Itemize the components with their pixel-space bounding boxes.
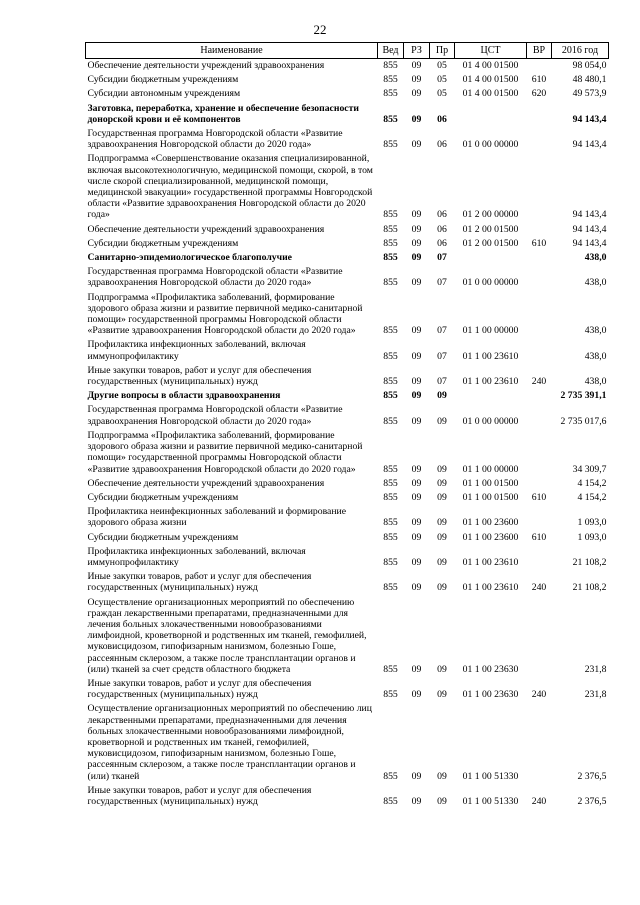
row-vr xyxy=(527,429,552,477)
row-rz: 09 xyxy=(411,795,422,807)
row-rz: 09 xyxy=(411,663,422,675)
row-amount: 34 309,7 xyxy=(572,463,607,475)
row-cst: 01 1 00 51330 xyxy=(462,770,519,782)
row-amount: 2 735 391,1 xyxy=(560,390,607,402)
row-name: Субсидии бюджетным учреждениям xyxy=(87,74,239,86)
page-number: 22 xyxy=(313,22,327,37)
table-row xyxy=(86,531,609,545)
row-cst: 01 0 00 00000 xyxy=(462,277,519,289)
row-amount: 1 093,0 xyxy=(577,517,607,529)
row-amount: 4 154,2 xyxy=(577,477,607,489)
row-ved: 855 xyxy=(383,88,398,100)
row-ved: 855 xyxy=(383,277,398,289)
row-name: Государственная программа Новгородской области «Развитие здравоохранения Новгородской области до 2020 года» xyxy=(87,266,343,289)
row-ved: 855 xyxy=(383,517,398,529)
row-amount: 231,8 xyxy=(584,689,607,701)
row-pr: 06 xyxy=(437,139,447,151)
row-rz: 09 xyxy=(411,209,422,221)
row-vr: 240 xyxy=(531,582,547,594)
row-rz: 09 xyxy=(411,770,422,782)
row-ved: 855 xyxy=(383,795,398,807)
row-cst: 01 1 00 01500 xyxy=(462,491,519,503)
table-row xyxy=(86,477,609,491)
row-cst: 01 1 00 23630 xyxy=(462,663,519,675)
row-ved: 855 xyxy=(383,663,398,675)
row-vr: 610 xyxy=(531,531,547,543)
row-ved: 855 xyxy=(383,390,398,402)
row-name: Государственная программа Новгородской области «Развитие здравоохранения Новгородской области до 2020 года» xyxy=(87,404,343,427)
table-row xyxy=(86,545,609,570)
row-ved: 855 xyxy=(383,209,398,221)
table-row xyxy=(86,59,609,74)
row-cst: 01 1 00 00000 xyxy=(462,325,519,337)
row-cst: 01 1 00 23610 xyxy=(462,350,519,362)
row-cst: 01 1 00 23610 xyxy=(462,556,519,568)
row-rz: 09 xyxy=(411,491,422,503)
row-name: Обеспечение деятельности учреждений здравоохранения xyxy=(87,477,325,489)
row-pr: 07 xyxy=(437,376,447,388)
row-pr: 09 xyxy=(437,415,447,427)
table-row xyxy=(86,364,609,389)
row-rz: 09 xyxy=(411,517,422,529)
row-ved: 855 xyxy=(383,477,398,489)
row-vr xyxy=(527,152,552,222)
table-row xyxy=(86,429,609,477)
row-amount: 2 376,5 xyxy=(577,795,607,807)
row-rz: 09 xyxy=(411,390,422,402)
row-amount: 438,0 xyxy=(584,252,607,264)
row-pr: 09 xyxy=(437,477,447,489)
table-row xyxy=(86,127,609,152)
row-name: Профилактика инфекционных заболеваний, включая иммунопрофилактику xyxy=(87,339,306,362)
row-cst: 01 4 00 01500 xyxy=(462,60,519,71)
table-row xyxy=(86,403,609,428)
row-amount: 94 143,4 xyxy=(572,237,607,249)
row-rz: 09 xyxy=(411,252,422,264)
table-row xyxy=(86,702,609,783)
row-amount: 4 154,2 xyxy=(577,491,607,503)
row-rz: 09 xyxy=(411,60,422,71)
row-name: Профилактика инфекционных заболеваний, включая иммунопрофилактику xyxy=(87,545,306,568)
header-vr: ВР xyxy=(527,43,552,59)
budget-table xyxy=(85,42,609,809)
row-vr xyxy=(527,389,552,403)
row-cst: 01 0 00 00000 xyxy=(462,415,519,427)
row-vr xyxy=(527,291,552,339)
row-vr: 610 xyxy=(531,237,547,249)
row-cst: 01 1 00 23600 xyxy=(462,517,519,529)
row-pr: 06 xyxy=(437,223,447,235)
row-amount: 438,0 xyxy=(584,350,607,362)
row-pr: 06 xyxy=(437,113,447,125)
row-pr: 07 xyxy=(437,325,447,337)
row-name: Заготовка, переработка, хранение и обеспечение безопасности донорской крови и её компонентов xyxy=(87,102,359,125)
row-cst: 01 1 00 23610 xyxy=(462,582,519,594)
row-pr: 07 xyxy=(437,252,447,264)
row-amount: 94 143,4 xyxy=(572,223,607,235)
row-pr: 07 xyxy=(437,277,447,289)
row-cst: 01 1 00 01500 xyxy=(462,477,519,489)
row-vr xyxy=(527,596,552,677)
row-ved: 855 xyxy=(383,350,398,362)
header-pr: Пр xyxy=(430,43,455,59)
table-row xyxy=(86,291,609,339)
row-rz: 09 xyxy=(411,223,422,235)
row-name: Подпрограмма «Профилактика заболеваний, формирование здорового образа жизни и развитие первичной медико-санитарной помощи» государственной программы Новгородской области «Развитие здравоохранения Новгородской области до 2020 года» xyxy=(87,429,363,475)
row-ved: 855 xyxy=(383,415,398,427)
row-cst: 01 1 00 23600 xyxy=(462,531,519,543)
row-name: Субсидии бюджетным учреждениям xyxy=(87,237,239,249)
row-pr: 05 xyxy=(437,88,447,100)
row-cst: 01 2 00 00000 xyxy=(462,209,519,221)
row-amount: 48 480,1 xyxy=(572,74,607,86)
table-row xyxy=(86,87,609,101)
row-rz: 09 xyxy=(411,582,422,594)
row-pr: 09 xyxy=(437,663,447,675)
row-cst: 01 1 00 23610 xyxy=(462,376,519,388)
row-rz: 09 xyxy=(411,325,422,337)
row-amount: 94 143,4 xyxy=(572,139,607,151)
row-pr: 09 xyxy=(437,463,447,475)
row-ved: 855 xyxy=(383,113,398,125)
row-vr xyxy=(527,59,552,74)
row-vr xyxy=(527,477,552,491)
row-cst: 01 2 00 01500 xyxy=(462,223,519,235)
row-cst xyxy=(455,389,527,403)
row-pr: 06 xyxy=(437,209,447,221)
row-pr: 09 xyxy=(437,582,447,594)
row-pr: 05 xyxy=(437,74,447,86)
row-pr: 09 xyxy=(437,531,447,543)
row-rz: 09 xyxy=(411,556,422,568)
row-rz: 09 xyxy=(411,376,422,388)
table-row xyxy=(86,505,609,530)
table-row xyxy=(86,265,609,290)
row-ved: 855 xyxy=(383,556,398,568)
row-amount: 94 143,4 xyxy=(572,113,607,125)
row-pr: 09 xyxy=(437,491,447,503)
row-ved: 855 xyxy=(383,223,398,235)
row-cst: 01 1 00 51330 xyxy=(462,795,519,807)
header-ved: Вед xyxy=(378,43,404,59)
row-name: Другие вопросы в области здравоохранения xyxy=(87,390,281,402)
row-amount: 438,0 xyxy=(584,325,607,337)
row-ved: 855 xyxy=(383,237,398,249)
row-cst xyxy=(455,102,527,127)
row-vr: 610 xyxy=(531,491,547,503)
row-rz: 09 xyxy=(411,350,422,362)
table-row xyxy=(86,491,609,505)
row-rz: 09 xyxy=(411,415,422,427)
row-rz: 09 xyxy=(411,531,422,543)
row-vr xyxy=(527,403,552,428)
row-rz: 09 xyxy=(411,74,422,86)
header-year: 2016 год xyxy=(552,43,609,59)
row-vr: 620 xyxy=(531,88,547,100)
row-cst: 01 1 00 00000 xyxy=(462,463,519,475)
row-rz: 09 xyxy=(411,277,422,289)
table-row xyxy=(86,251,609,265)
row-cst: 01 2 00 01500 xyxy=(462,237,519,249)
header-name: Наименование xyxy=(86,43,378,59)
row-amount: 438,0 xyxy=(584,376,607,388)
header-cst: ЦСТ xyxy=(455,43,527,59)
table-row xyxy=(86,152,609,222)
row-pr: 09 xyxy=(437,517,447,529)
table-row xyxy=(86,338,609,363)
row-cst: 01 4 00 01500 xyxy=(462,88,519,100)
row-pr: 06 xyxy=(437,237,447,249)
row-amount: 21 108,2 xyxy=(572,556,607,568)
row-vr: 240 xyxy=(531,795,547,807)
row-vr: 240 xyxy=(531,376,547,388)
row-cst xyxy=(455,251,527,265)
row-name: Профилактика неинфекционных заболеваний и формирование здорового образа жизни xyxy=(87,506,347,529)
row-ved: 855 xyxy=(383,770,398,782)
table-row xyxy=(86,102,609,127)
row-rz: 09 xyxy=(411,237,422,249)
row-cst: 01 1 00 23630 xyxy=(462,689,519,701)
table-row xyxy=(86,223,609,237)
row-amount: 98 054,0 xyxy=(572,60,607,71)
row-ved: 855 xyxy=(383,463,398,475)
table-row xyxy=(86,73,609,87)
row-vr xyxy=(527,223,552,237)
row-pr: 07 xyxy=(437,350,447,362)
row-pr: 05 xyxy=(437,60,447,71)
row-name: Санитарно-эпидемиологическое благополучие xyxy=(87,252,292,264)
row-name: Субсидии автономным учреждениям xyxy=(87,88,241,100)
header-rz: РЗ xyxy=(404,43,430,59)
row-amount: 2 735 017,6 xyxy=(560,415,607,427)
row-pr: 09 xyxy=(437,795,447,807)
row-ved: 855 xyxy=(383,491,398,503)
row-amount: 49 573,9 xyxy=(572,88,607,100)
row-vr xyxy=(527,545,552,570)
row-name: Осуществление организационных мероприятий по обеспечению лиц лекарственными препаратами, предназначенными для лечения больных злокачественными новообразованиями лимфоидной, кроветворной и родственных им тканей, гемофилией, муковисцидозом, гипофизарным нанизмом, болезнью Гоше, рассеянным склерозом, а также после трансплантации органов и (или) тканей xyxy=(87,703,372,782)
table-row xyxy=(86,570,609,595)
row-cst: 01 4 00 01500 xyxy=(462,74,519,86)
row-vr xyxy=(527,505,552,530)
row-name: Субсидии бюджетным учреждениям xyxy=(87,531,239,543)
row-name: Обеспечение деятельности учреждений здравоохранения xyxy=(87,223,325,235)
row-pr: 09 xyxy=(437,689,447,701)
table-header-row xyxy=(86,43,609,59)
row-ved: 855 xyxy=(383,60,398,71)
row-name: Подпрограмма «Совершенствование оказания специализированной, включая высокотехнологичную, медицинской помощи, скорой, в том числе скорой специализированной, медицинской помощи, медицинской эвакуации» государственной программы Новгородской области «Развитие здравоохранения Новгородской области до 2020 года» xyxy=(87,153,373,221)
row-vr xyxy=(527,251,552,265)
table-row xyxy=(86,677,609,702)
row-pr: 09 xyxy=(437,770,447,782)
row-name: Иные закупки товаров, работ и услуг для обеспечения государственных (муниципальных) нужд xyxy=(87,784,312,807)
row-ved: 855 xyxy=(383,582,398,594)
row-name: Обеспечение деятельности учреждений здравоохранения xyxy=(87,60,325,71)
table-row xyxy=(86,596,609,677)
row-vr: 240 xyxy=(531,689,547,701)
row-pr: 09 xyxy=(437,390,447,402)
row-vr: 610 xyxy=(531,74,547,86)
table-row xyxy=(86,237,609,251)
row-ved: 855 xyxy=(383,139,398,151)
row-amount: 438,0 xyxy=(584,277,607,289)
row-vr xyxy=(527,102,552,127)
row-amount: 1 093,0 xyxy=(577,531,607,543)
row-amount: 2 376,5 xyxy=(577,770,607,782)
row-vr xyxy=(527,265,552,290)
row-name: Иные закупки товаров, работ и услуг для обеспечения государственных (муниципальных) нужд xyxy=(87,677,312,701)
row-name: Государственная программа Новгородской области «Развитие здравоохранения Новгородской области до 2020 года» xyxy=(87,128,343,151)
row-vr xyxy=(527,702,552,783)
row-vr xyxy=(527,338,552,363)
row-ved: 855 xyxy=(383,376,398,388)
row-amount: 94 143,4 xyxy=(572,209,607,221)
row-ved: 855 xyxy=(383,74,398,86)
row-rz: 09 xyxy=(411,88,422,100)
row-name: Иные закупки товаров, работ и услуг для обеспечения государственных (муниципальных) нужд xyxy=(87,571,312,594)
row-rz: 09 xyxy=(411,113,422,125)
table-row xyxy=(86,784,609,809)
row-ved: 855 xyxy=(383,252,398,264)
row-rz: 09 xyxy=(411,689,422,701)
row-amount: 21 108,2 xyxy=(572,582,607,594)
row-rz: 09 xyxy=(411,139,422,151)
row-ved: 855 xyxy=(383,325,398,337)
table-row xyxy=(86,389,609,403)
row-vr xyxy=(527,127,552,152)
row-name: Подпрограмма «Профилактика заболеваний, формирование здорового образа жизни и развитие первичной медико-санитарной помощи» государственной программы Новгородской области «Развитие здравоохранения Новгородской области до 2020 года» xyxy=(87,291,363,337)
row-amount: 231,8 xyxy=(584,663,607,675)
row-rz: 09 xyxy=(411,463,422,475)
row-ved: 855 xyxy=(383,689,398,701)
row-name: Субсидии бюджетным учреждениям xyxy=(87,491,239,503)
row-pr: 09 xyxy=(437,556,447,568)
row-cst: 01 0 00 00000 xyxy=(462,139,519,151)
row-rz: 09 xyxy=(411,477,422,489)
row-name: Осуществление организационных мероприятий по обеспечению граждан лекарственными препаратами, предназначенными для лечения больных злокачественными новообразованиями лимфоидной, кроветворной и родственных им тканей, гемофилией, муковисцидозом, гипофизарным нанизмом, болезнью Гоше, рассеянным склерозом, а также после трансплантации органов и (или) тканей за счет средств областного бюджета xyxy=(87,596,367,675)
row-name: Иные закупки товаров, работ и услуг для обеспечения государственных (муниципальных) нужд xyxy=(87,364,312,388)
row-ved: 855 xyxy=(383,531,398,543)
